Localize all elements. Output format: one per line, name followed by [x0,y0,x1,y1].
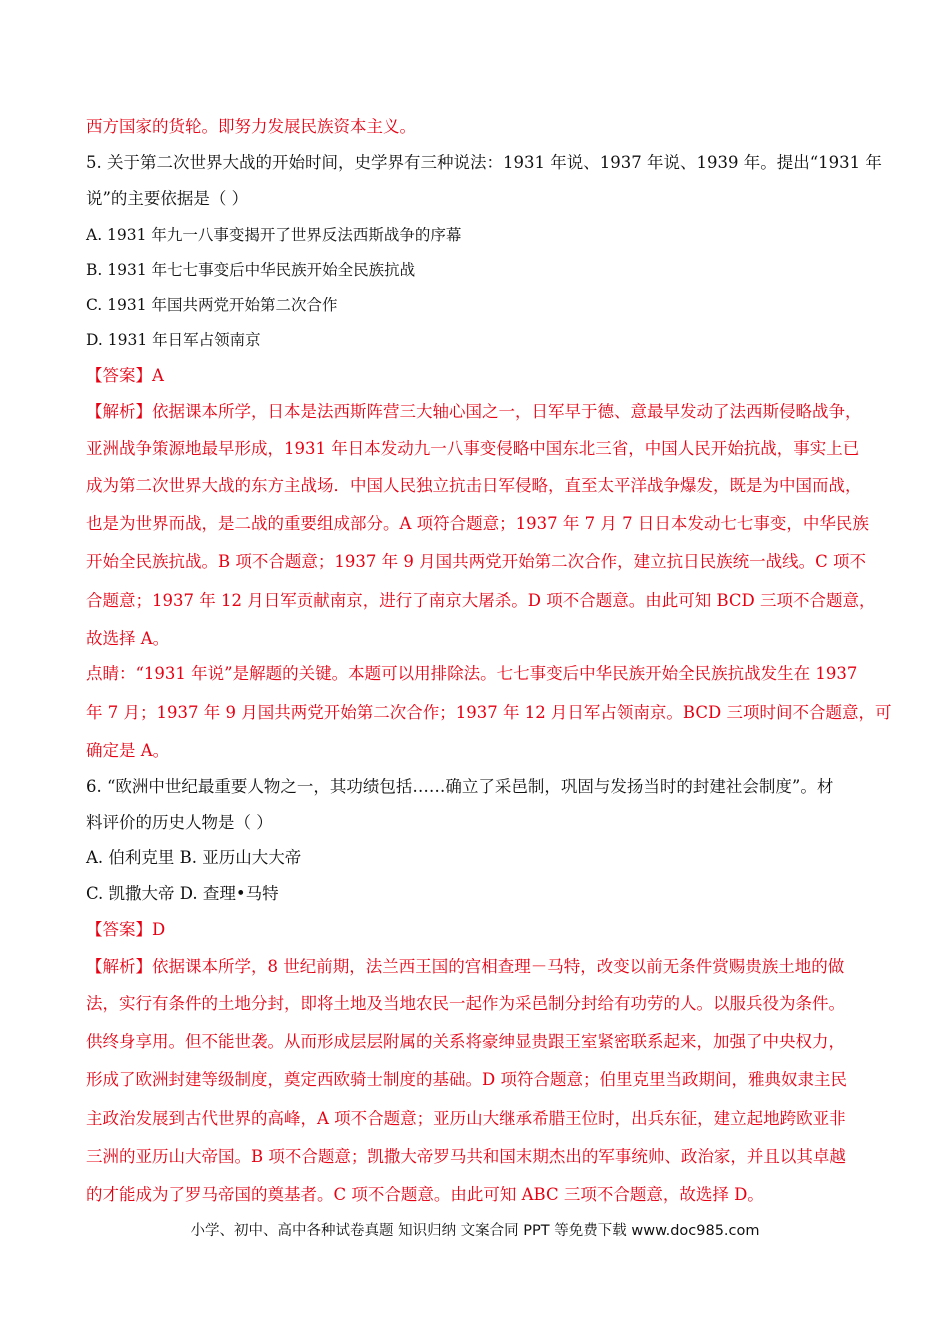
q6-stem-line-2: 料评价的历史人物是（ ） [86,813,273,832]
q5-option-c: C. 1931 年国共两党开始第二次合作 [86,296,338,314]
q5-analysis-line: 合题意；1937 年 12 月日军贡献南京，进行了南京大屠杀。D 项不合题意。由此可知 BCD 三项不合题意， [86,591,876,610]
q5-analysis-line: 开始全民族抗战。B 项不合题意；1937 年 9 月国共两党开始第二次合作，建立抗日民族统一战线。C 项不 [86,552,866,571]
q6-analysis-line: 主政治发展到古代世界的高峰，A 项不合题意；亚历山大继承希腊王位时，出兵东征，建立起地跨欧亚非 [86,1109,846,1128]
page-footer: 小学、初中、高中各种试卷真题 知识归纳 文案合同 PPT 等免费下载 www.doc985.com [190,1223,760,1239]
q5-answer: 【答案】A [86,366,164,385]
q6-stem-line-1: 6. “欧洲中世纪最重要人物之一，其功绩包括……确立了采邑制，巩固与发扬当时的封建社会制度”。材 [86,777,834,796]
q5-analysis-line: 也是为世界而战，是二战的重要组成部分。A 项符合题意；1937 年 7 月 7 日日本发动七七事变，中华民族 [86,514,869,533]
q5-comment-line: 点睛：“1931 年说”是解题的关键。本题可以用排除法。七七事变后中华民族开始全民族抗战发生在 1937 [86,664,858,683]
q6-options-ab: A. 伯利克里 B. 亚历山大大帝 [86,848,302,867]
q5-option-d: D. 1931 年日军占领南京 [86,331,261,349]
intro-line: 西方国家的货轮。即努力发展民族资本主义。 [86,117,416,136]
q5-option-b: B. 1931 年七七事变后中华民族开始全民族抗战 [86,261,416,279]
q6-options-cd: C. 凯撒大帝 D. 查理•马特 [86,884,279,903]
q5-stem-line-2: 说”的主要依据是（ ） [86,189,249,208]
q6-analysis-line: 三洲的亚历山大帝国。B 项不合题意；凯撒大帝罗马共和国末期杰出的军事统帅、政治家，并且以其卓越 [86,1147,846,1166]
q6-analysis-line: 法，实行有条件的土地分封，即将土地及当地农民一起作为采邑制分封给有功劳的人。以服兵役为条件。 [86,994,845,1013]
q6-analysis-line: 供终身享用。但不能世袭。从而形成层层附属的关系将豪绅显贵跟王室紧密联系起来，加强了中央权力， [86,1032,845,1051]
q5-comment-line: 确定是 A。 [86,741,170,760]
q5-analysis-line: 成为第二次世界大战的东方主战场．中国人民独立抗击日军侵略，直至太平洋战争爆发，既是为中国而战， [86,476,862,495]
q6-analysis-line: 形成了欧洲封建等级制度，奠定西欧骑士制度的基础。D 项符合题意；伯里克里当政期间，雅典奴隶主民 [86,1070,847,1089]
q5-option-a: A. 1931 年九一八事变揭开了世界反法西斯战争的序幕 [86,226,462,244]
q5-stem-line-1: 5. 关于第二次世界大战的开始时间，史学界有三种说法：1931 年说、1937 年说、1939 年。提出“1931 年 [86,153,882,172]
q5-analysis-line: 亚洲战争策源地最早形成，1931 年日本发动九一八事变侵略中国东北三省，中国人民开始抗战，事实上已 [86,439,860,458]
q6-analysis-line: 的才能成为了罗马帝国的奠基者。C 项不合题意。由此可知 ABC 三项不合题意，故选择 D。 [86,1185,764,1204]
q6-analysis-line: 【解析】依据课本所学，8 世纪前期，法兰西王国的宫相查理－马特，改变以前无条件赏赐贵族土地的做 [86,957,845,976]
q6-answer: 【答案】D [86,920,166,939]
q5-comment-line: 年 7 月；1937 年 9 月国共两党开始第二次合作；1937 年 12 月日军占领南京。BCD 三项时间不合题意，可 [86,703,892,722]
q5-analysis-line: 【解析】依据课本所学，日本是法西斯阵营三大轴心国之一，日军早于德、意最早发动了法西斯侵略战争， [86,402,862,421]
q5-analysis-line: 故选择 A。 [86,629,170,648]
